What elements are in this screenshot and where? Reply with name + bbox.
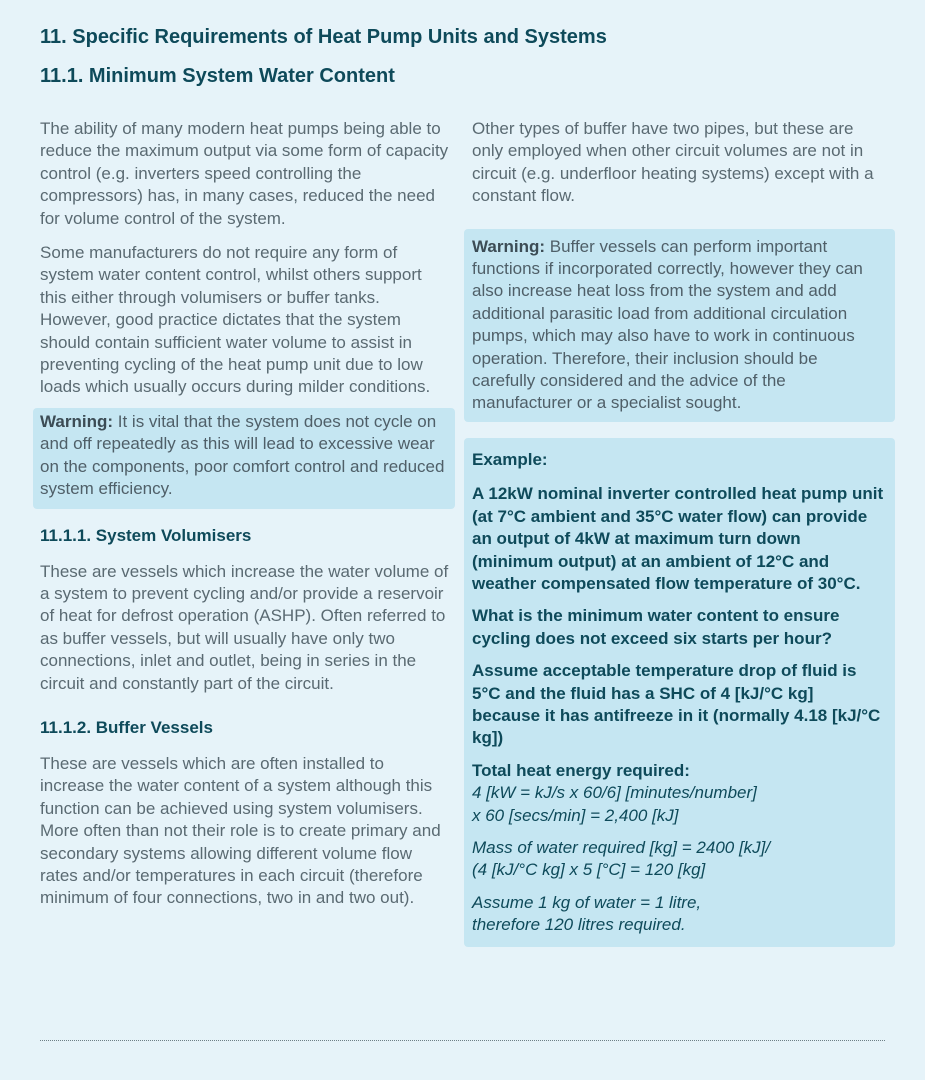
example-box [464, 438, 895, 947]
warning-text: It is vital that the system does not cycle on and off repeatedly as this will lead to excessive wear on the components, poor comfort control and reduced system efficiency. [40, 411, 445, 499]
example-scenario: A 12kW nominal inverter controlled heat pump unit (at 7°C ambient and 35°C water flow) can provide an output of 4kW at maximum turn down (minimum output) at an ambient of 12°C and weather compensated flow temperature of 30°C. [472, 484, 884, 593]
subsection-heading: 11.1. Minimum System Water Content [40, 65, 395, 87]
mass-line2: (4 [kJ/°C kg] x 5 [°C] = 120 [kg] [472, 860, 706, 880]
example-mass [472, 837, 884, 882]
mass-line1: Mass of water required [kg] = 2400 [kJ]/ [472, 837, 771, 857]
example-heat-energy [472, 760, 884, 827]
warning-box-buffer [464, 229, 895, 422]
manufacturers-paragraph: Some manufacturers do not require any form of system water content control, whilst others support this either through volumisers or buffer tanks. However, good practice dictates that the system should contain sufficient water volume to assist in preventing cycling of the heat pump unit due to low loads which usually occurs during milder conditions. [40, 243, 431, 397]
heat-energy-title: Total heat energy required: [472, 760, 690, 780]
intro-paragraph: The ability of many modern heat pumps being able to reduce the maximum output via some form of capacity control (e.g. inverters speed controlling the compressors) has, in many cases, reduced the need for volume control of the system. [40, 119, 449, 228]
example-assumption: Assume acceptable temperature drop of fluid is 5°C and the fluid has a SHC of 4 [kJ/°C kg] because it has antifreeze in it (normally 4.18 [kJ/°C kg]) [472, 661, 881, 748]
example-question: What is the minimum water content to ensure cycling does not exceed six starts per hour? [472, 606, 840, 648]
warning-text: Buffer vessels can perform important functions if incorporated correctly, however they can also increase heat loss from the system and add additional parasitic load from additional circulation pumps, which may also have to work in continuous operation. Therefore, their inclusion should be carefully considered and the advice of the manufacturer or a specialist sought. [472, 236, 863, 413]
buffer-vessels-text: These are vessels which are often installed to increase the water content of a system although this function can be achieved using system volumisers. More often than not their role is to create primary and secondary systems allowing different volume flow rates and/or temperatures in each circuit (therefore minimum of four connections, two in and two out). [40, 753, 441, 908]
system-volumisers-text: These are vessels which increase the water volume of a system to prevent cycling and/or provide a reservoir of heat for defrost operation (ASHP). Often referred to as buffer vessels, but will usually have only two connections, inlet and outlet, being in series in the circuit and constantly part of the circuit. [40, 561, 449, 693]
example-title: Example: [472, 449, 548, 469]
buffer-vessels-heading: 11.1.2. Buffer Vessels [40, 717, 213, 737]
system-volumisers-heading: 11.1.1. System Volumisers [40, 525, 252, 545]
warning-label: Warning: [40, 411, 114, 431]
warning-label: Warning: [472, 236, 546, 256]
heat-energy-line1: 4 [kW = kJ/s x 60/6] [minutes/number] [472, 783, 757, 803]
section-heading: 11. Specific Requirements of Heat Pump Units and Systems [40, 26, 607, 48]
example-conclusion [472, 892, 884, 937]
conclusion-line1: Assume 1 kg of water = 1 litre, [472, 892, 702, 912]
heat-energy-line2: x 60 [secs/min] = 2,400 [kJ] [472, 805, 679, 825]
left-column [40, 118, 452, 910]
other-buffers-paragraph: Other types of buffer have two pipes, but these are only employed when other circuit volumes are not in circuit (e.g. underfloor heating systems) except with a constant flow. [472, 119, 874, 206]
right-column [472, 118, 884, 947]
warning-box-cycling [33, 408, 455, 509]
conclusion-line2: therefore 120 litres required. [472, 915, 686, 935]
footer-divider [40, 1040, 885, 1041]
